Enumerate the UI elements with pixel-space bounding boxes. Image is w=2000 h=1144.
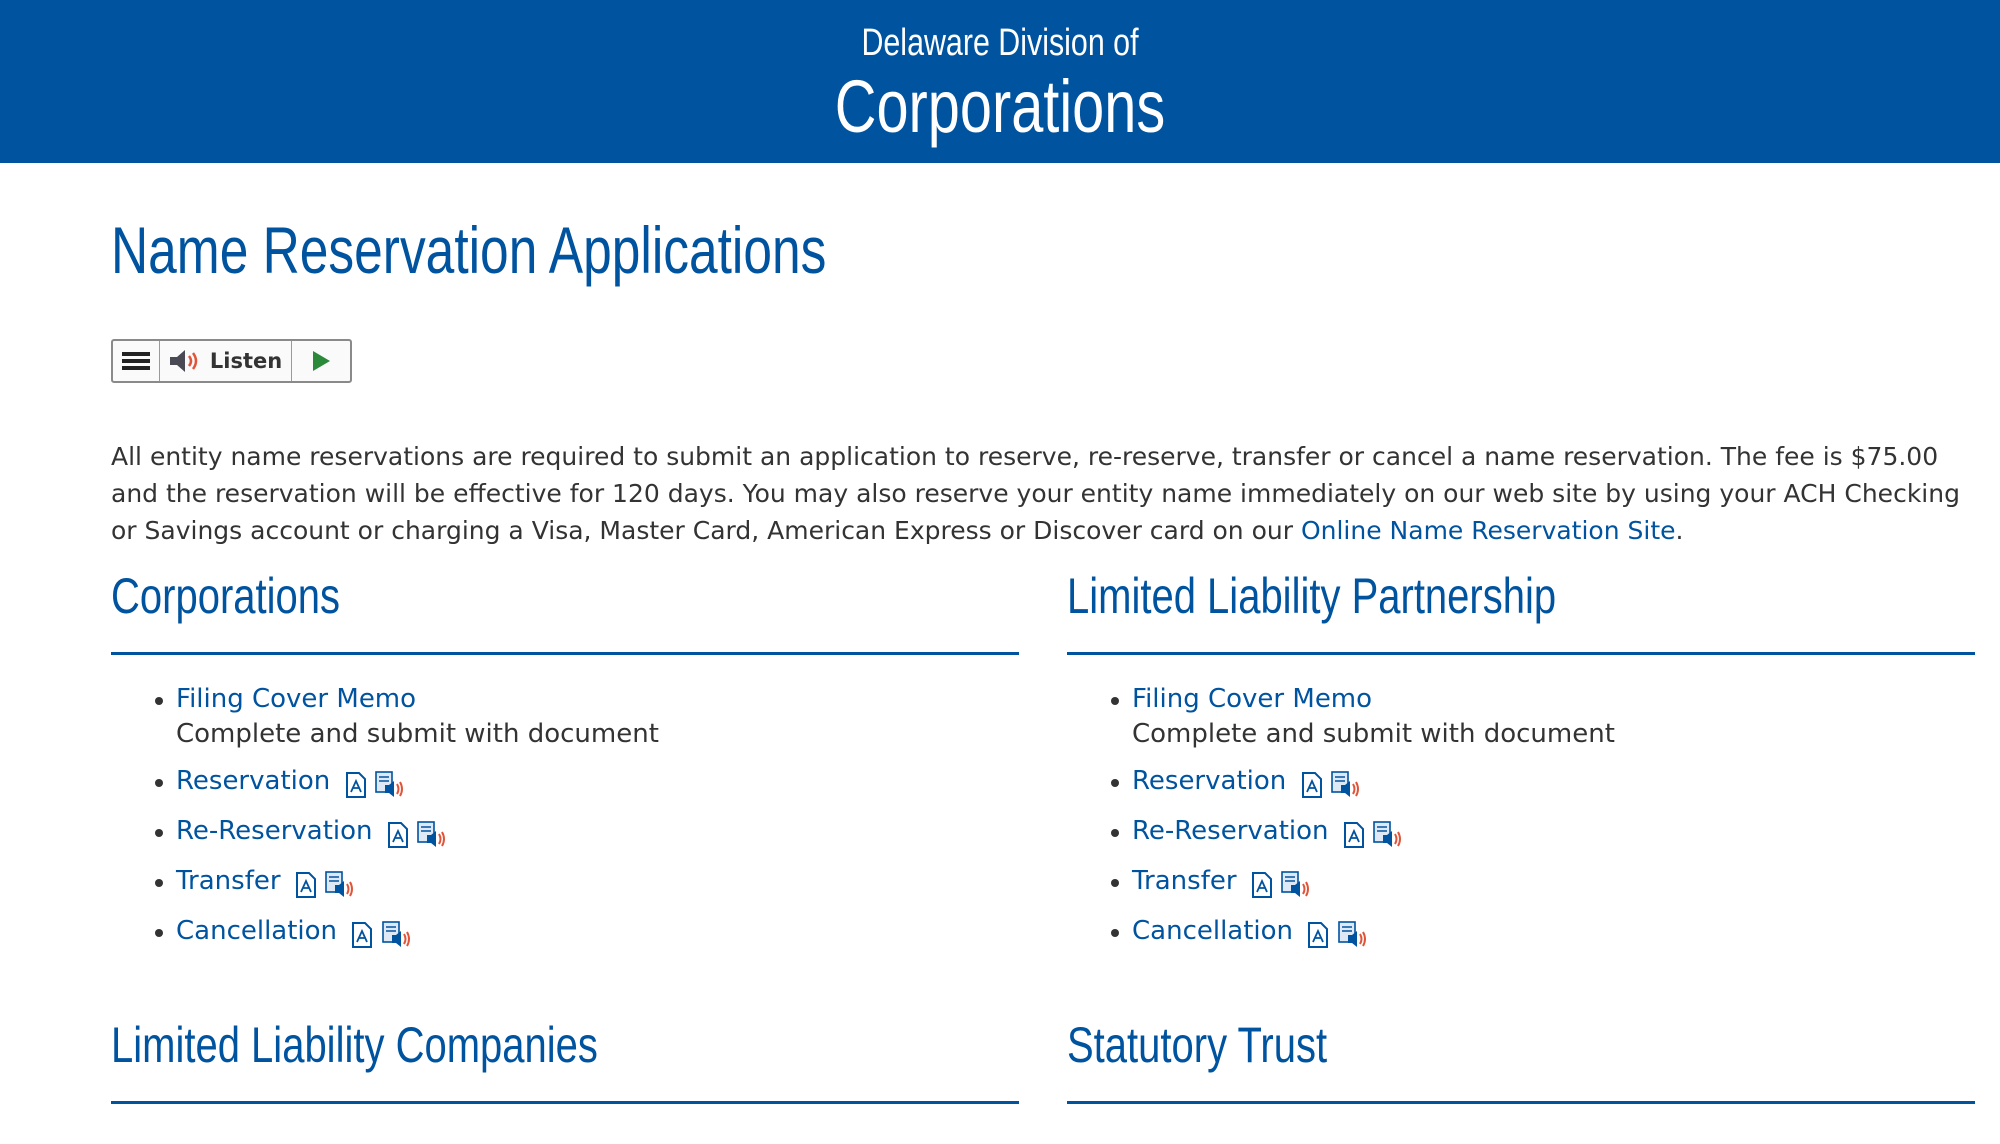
- pdf-icon[interactable]: [351, 922, 373, 948]
- section-divider: [111, 1101, 1019, 1104]
- audio-document-icon[interactable]: [325, 871, 355, 899]
- banner-title: Corporations: [834, 65, 1166, 148]
- list-item: [1067, 682, 1615, 752]
- audio-document-icon[interactable]: [1281, 871, 1311, 899]
- intro-trailing: .: [1675, 516, 1684, 545]
- transfer-link[interactable]: Transfer: [176, 866, 281, 896]
- section-heading: Limited Liability Partnership: [1067, 568, 1557, 624]
- audio-document-icon[interactable]: [382, 921, 412, 949]
- audio-document-icon[interactable]: [1338, 921, 1368, 949]
- section-divider: [1067, 1101, 1975, 1104]
- re-reservation-link[interactable]: Re-Reservation: [1132, 816, 1329, 846]
- reservation-link[interactable]: Reservation: [1132, 766, 1287, 796]
- list-item: [111, 682, 659, 752]
- section-statutory-trust: [1067, 1005, 1975, 1085]
- list-item: [1067, 864, 1615, 902]
- document-list: [111, 682, 659, 964]
- banner-subtitle: Delaware Division of: [861, 22, 1139, 64]
- cancellation-link[interactable]: Cancellation: [176, 916, 338, 946]
- cancellation-link[interactable]: Cancellation: [1132, 916, 1294, 946]
- list-item: [111, 914, 659, 952]
- section-divider: [111, 652, 1019, 655]
- menu-icon: [122, 349, 150, 373]
- list-item-note: Complete and submit with document: [176, 719, 659, 749]
- section-divider: [1067, 652, 1975, 655]
- pdf-icon[interactable]: [1343, 822, 1365, 848]
- list-item: [1067, 914, 1615, 952]
- audio-document-icon[interactable]: [1373, 821, 1403, 849]
- audio-document-icon[interactable]: [1331, 771, 1361, 799]
- document-list: [1067, 682, 1615, 964]
- listen-toolbar: [111, 339, 352, 383]
- section-heading: Statutory Trust: [1067, 1017, 1328, 1073]
- play-icon: [311, 350, 331, 372]
- pdf-icon[interactable]: [295, 872, 317, 898]
- pdf-icon[interactable]: [1301, 772, 1323, 798]
- audio-document-icon[interactable]: [417, 821, 447, 849]
- intro-paragraph: [111, 438, 1981, 549]
- list-item: [1067, 764, 1615, 802]
- site-banner[interactable]: [0, 0, 2000, 163]
- section-heading: Corporations: [111, 568, 341, 624]
- section-corporations: [111, 556, 1019, 946]
- list-item: [111, 764, 659, 802]
- section-heading: Limited Liability Companies: [111, 1017, 598, 1073]
- pdf-icon[interactable]: [387, 822, 409, 848]
- page-title: Name Reservation Applications: [111, 213, 827, 287]
- transfer-link[interactable]: Transfer: [1132, 866, 1237, 896]
- pdf-icon[interactable]: [1307, 922, 1329, 948]
- play-button[interactable]: [292, 341, 351, 381]
- section-limited-liability-companies: [111, 1005, 1019, 1085]
- speaker-icon: [168, 348, 202, 374]
- list-item-note: Complete and submit with document: [1132, 719, 1615, 749]
- pdf-icon[interactable]: [345, 772, 367, 798]
- listen-label: Listen: [209, 349, 283, 373]
- filing-cover-memo-link[interactable]: Filing Cover Memo: [1132, 684, 1373, 714]
- list-item: [111, 814, 659, 852]
- reservation-link[interactable]: Reservation: [176, 766, 331, 796]
- pdf-icon[interactable]: [1251, 872, 1273, 898]
- filing-cover-memo-link[interactable]: Filing Cover Memo: [176, 684, 417, 714]
- online-name-reservation-link[interactable]: Online Name Reservation Site: [1300, 516, 1676, 545]
- audio-document-icon[interactable]: [375, 771, 405, 799]
- listen-menu-button[interactable]: [113, 341, 160, 381]
- intro-text: All entity name reservations are required to submit an application to reserve, re-reserve, transfer or cancel a name reservation. The fee is $75.00 and the reservation will be effective for 120 days. You may also reserve your entity name immediately on our web site by using your ACH Checking or Savings account or charging a Visa, Master Card, American Express or Discover card on our: [111, 442, 1960, 545]
- list-item: [111, 864, 659, 902]
- re-reservation-link[interactable]: Re-Reservation: [176, 816, 373, 846]
- section-limited-liability-partnership: [1067, 556, 1975, 946]
- listen-button[interactable]: [160, 341, 292, 381]
- list-item: [1067, 814, 1615, 852]
